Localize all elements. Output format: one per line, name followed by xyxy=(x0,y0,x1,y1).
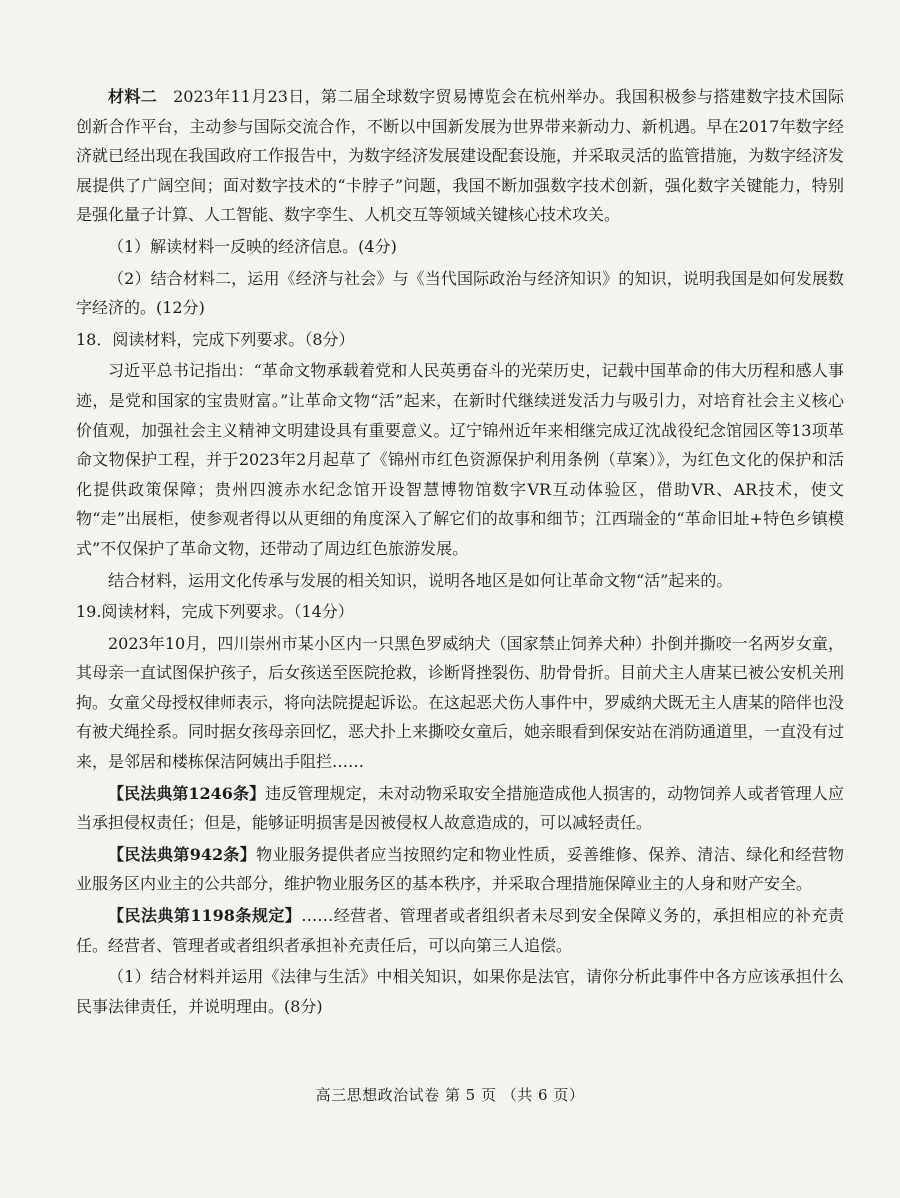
law-title: 【民法典第1246条】 xyxy=(108,783,266,803)
question-18-prompt: 结合材料，运用文化传承与发展的相关知识，说明各地区是如何让革命文物“活”起来的。 xyxy=(108,570,733,590)
page-footer: 高三思想政治试卷 第 5 页 （共 6 页） xyxy=(315,1086,585,1104)
law-title: 【民法典第1198条规定】 xyxy=(108,906,302,926)
material-label: 材料二 xyxy=(108,87,158,106)
law-text: ……经营者、管理者或者组织者未尽到安全保障义务的，承担相应的补充责任。经营者、管理者或者组织者承担补充责任后，可以向第三人追偿。 xyxy=(76,906,844,955)
question-19-title: 19.阅读材料，完成下列要求。（14分） xyxy=(76,602,354,622)
law-title: 【民法典第942条】 xyxy=(108,844,257,864)
question-18-title: 18．阅读材料，完成下列要求。（8分） xyxy=(76,329,355,349)
question-17-1: （1）解读材料一反映的经济信息。(4分) xyxy=(108,236,397,256)
law-1246 xyxy=(76,779,844,838)
law-942 xyxy=(76,840,844,899)
material-two xyxy=(76,82,844,230)
law-1198 xyxy=(76,901,844,960)
question-19-1: （1）结合材料并运用《法律与生活》中相关知识，如果你是法官，请你分析此事件中各方应该承担什么民事法律责任，并说明理由。(8分) xyxy=(76,967,844,1016)
law-text: 违反管理规定，未对动物采取安全措施造成他人损害的，动物饲养人或者管理人应当承担侵权责任；但是，能够证明损害是因被侵权人故意造成的，可以减轻责任。 xyxy=(76,783,844,833)
law-text: 物业服务提供者应当按照约定和物业性质，妥善维修、保养、清洁、绿化和经营物业服务区内业主的公共部分，维护物业服务区的基本秩序，并采取合理措施保障业主的人身和财产安全。 xyxy=(76,844,844,894)
question-18-material: 习近平总书记指出：“革命文物承载着党和人民英勇奋斗的光荣历史，记载中国革命的伟大历程和感人事迹，是党和国家的宝贵财富。”让革命文物“活”起来，在新时代继续迸发活力与吸引力，对培育社会主义核心价值观，加强社会主义精神文明建设具有重要意义。辽宁锦州近年来相继完成辽沈战役纪念馆园区等13项革命文物保护工程，并于2023年2月起草了《锦州市红色资源保护利用条例（草案）》，为红色文化的保护和活化提供政策保障；贵州四渡赤水纪念馆开设智慧博物馆数字VR互动体验区，借助VR、AR技术，使文物“走”出展柜，使参观者得以从更细的角度深入了解它们的故事和细节；江西瑞金的“革命旧址+特色乡镇模式”不仅保护了革命文物，还带动了周边红色旅游发展。 xyxy=(76,361,844,558)
question-19-material: 2023年10月，四川崇州市某小区内一只黑色罗威纳犬（国家禁止饲养犬种）扑倒并撕咬一名两岁女童，其母亲一直试图保护孩子，后女孩送至医院抢救，诊断肾挫裂伤、肋骨骨折。目前犬主人唐某已被公安机关刑拘。女童父母授权律师表示，将向法院提起诉讼。在这起恶犬伤人事件中，罗威纳犬既无主人唐某的陪伴也没有被犬绳拴系。同时据女孩母亲回忆，恶犬扑上来撕咬女童后，她亲眼看到保安站在消防通道里，一直没有过来，是邻居和楼栋保洁阿姨出手阻拦…… xyxy=(76,633,845,772)
exam-page xyxy=(76,82,844,1021)
material-text: 2023年11月23日，第二届全球数字贸易博览会在杭州举办。我国积极参与搭建数字技术国际创新合作平台，主动参与国际交流合作，不断以中国新发展为世界带来新动力、新机遇。早在2017年数字经济就已经出现在我国政府工作报告中，为数字经济发展建设配套设施，并采取灵活的监管措施，为数字经济发展提供了广阔空间；面对数字技术的“卡脖子”问题，我国不断加强数字技术创新，强化数字关键能力，特别是强化量子计算、人工智能、数字孪生、人机交互等领域关键核心技术攻关。 xyxy=(76,87,845,225)
question-17-2: （2）结合材料二，运用《经济与社会》与《当代国际政治与经济知识》的知识，说明我国是如何发展数字经济的。(12分) xyxy=(76,268,844,318)
